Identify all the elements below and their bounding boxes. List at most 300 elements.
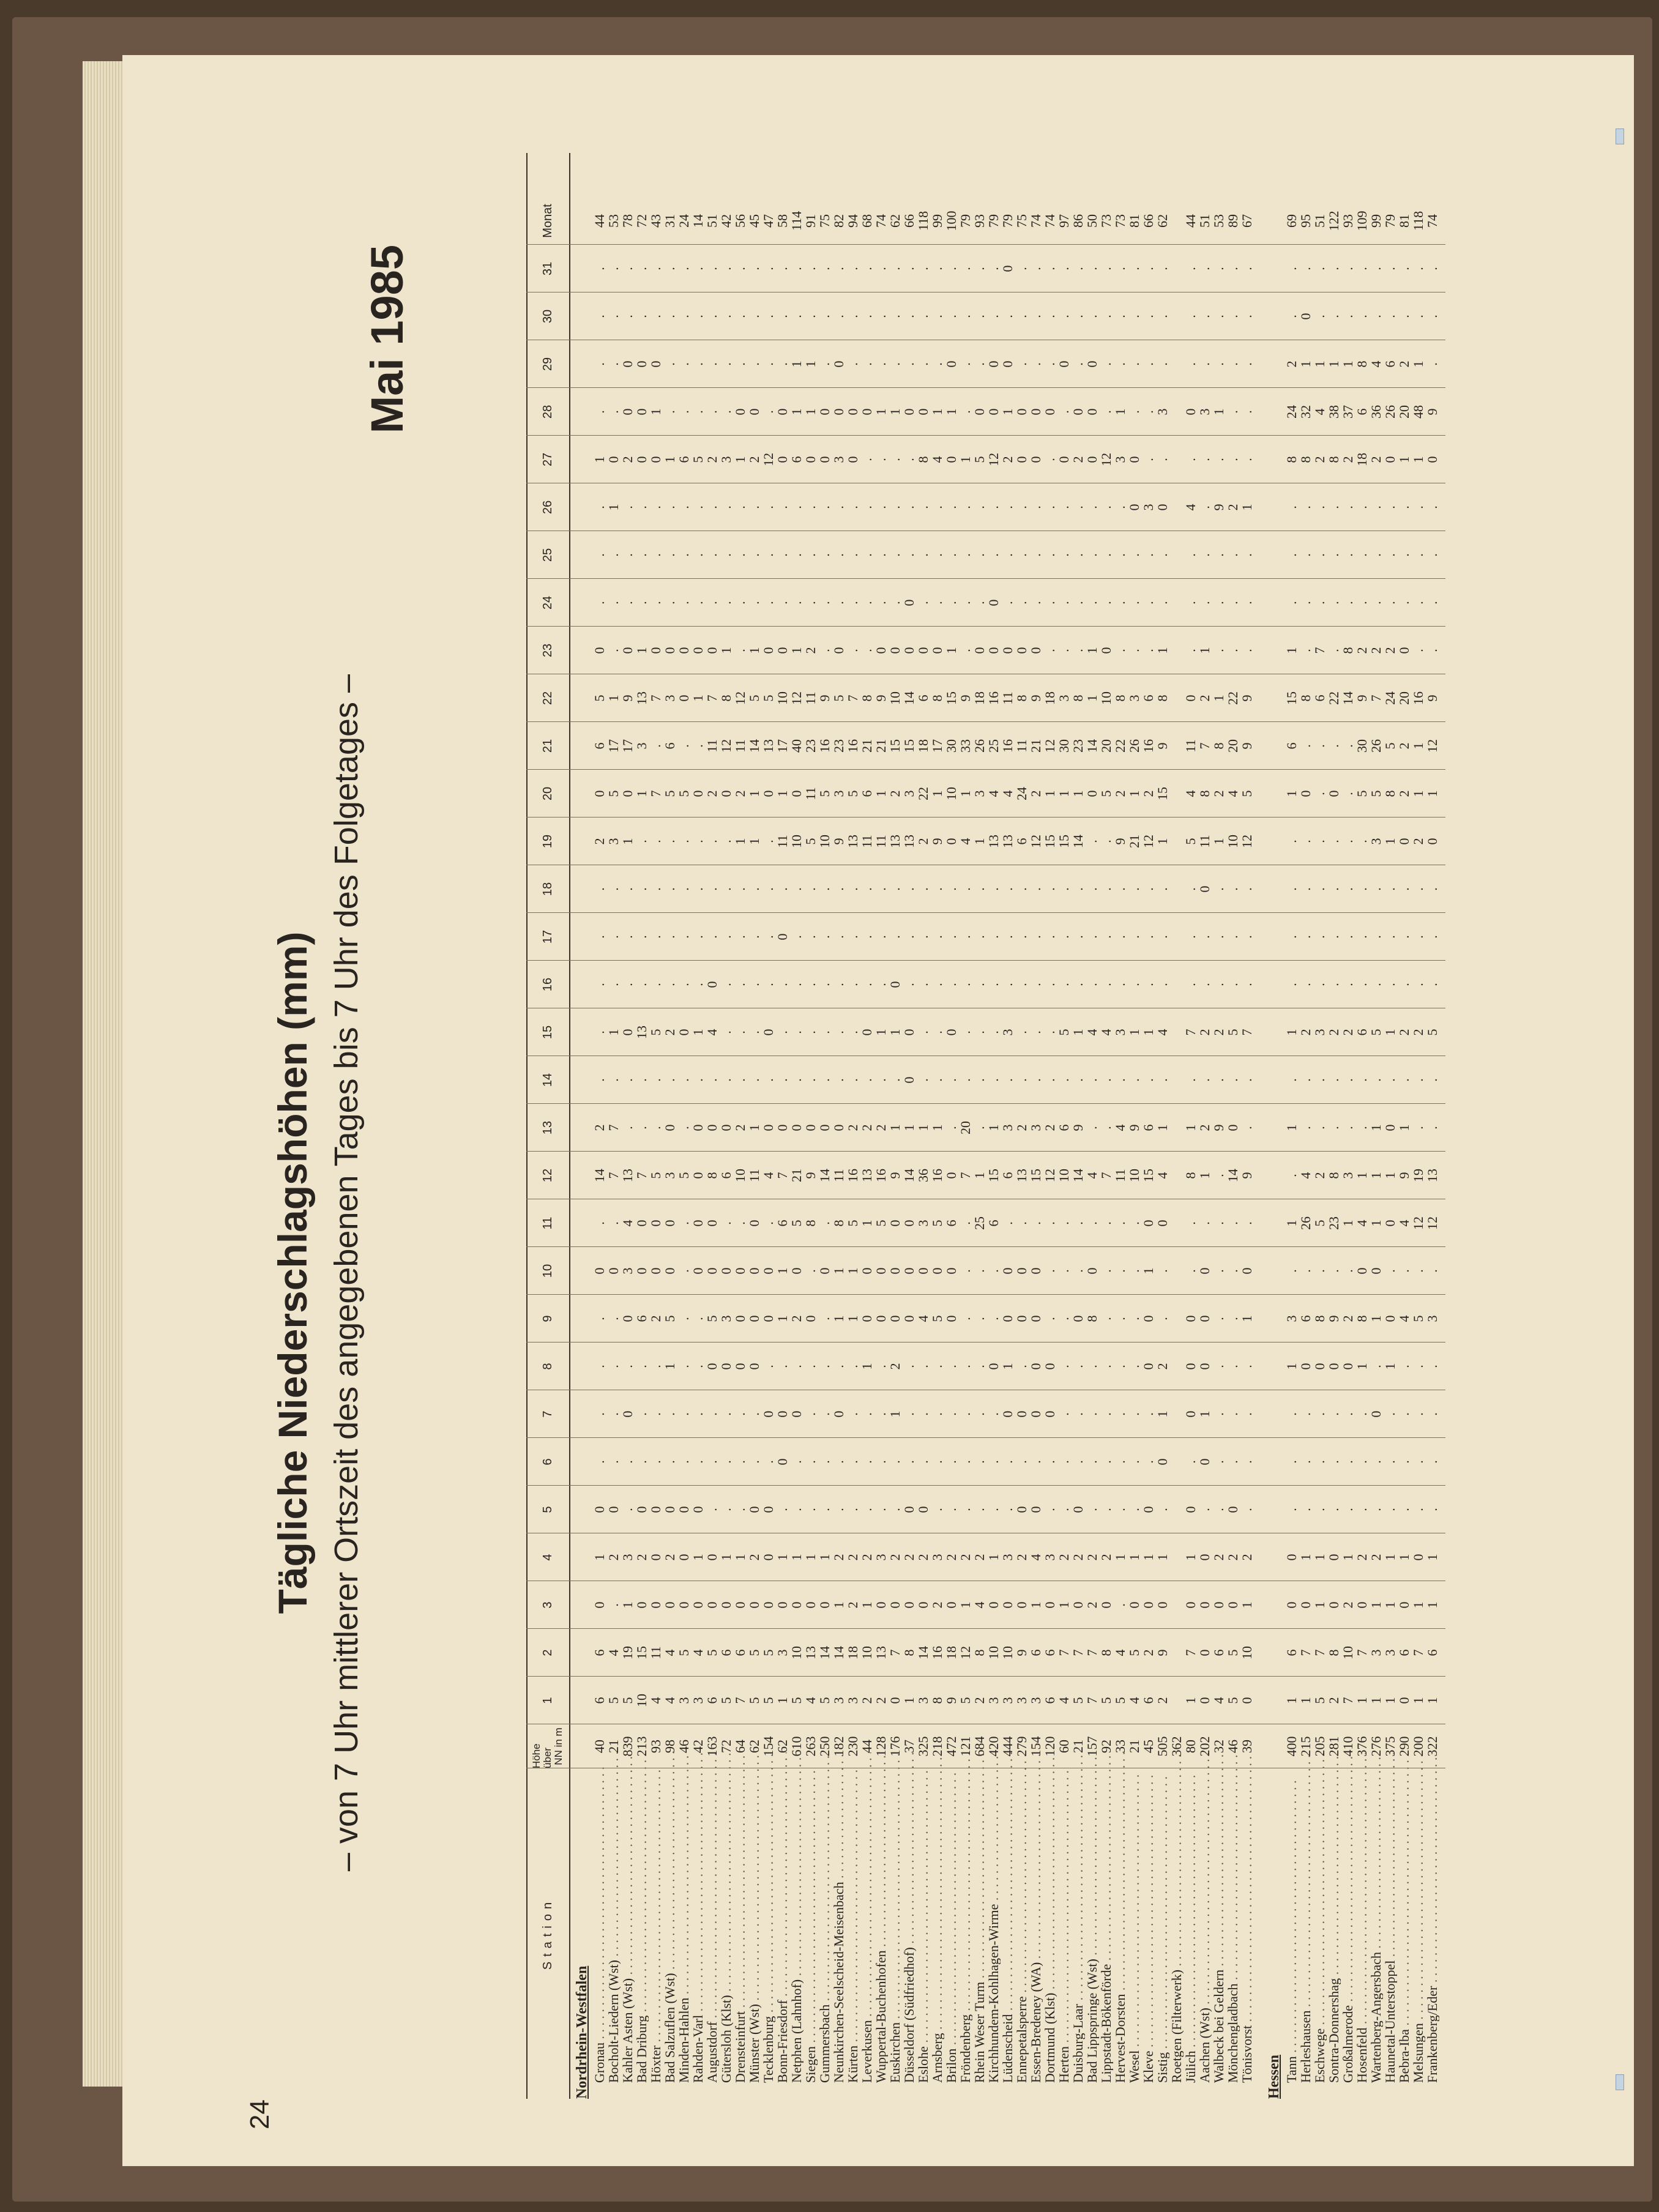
day-value: 0: [944, 1008, 958, 1056]
day-value: 7: [606, 1152, 621, 1199]
day-value: 1: [592, 436, 606, 483]
day-value: .: [1313, 1104, 1327, 1152]
day-value: 25: [972, 1199, 986, 1247]
day-value: 2: [606, 1533, 621, 1581]
day-value: .: [1127, 1486, 1141, 1533]
day-value: 1: [1341, 340, 1355, 388]
day-value: 3: [1043, 1533, 1057, 1581]
header-day: 28: [526, 388, 569, 436]
day-value: .: [1001, 579, 1015, 627]
day-value: .: [846, 1390, 860, 1438]
day-value: .: [1299, 1486, 1313, 1533]
day-value: .: [1184, 961, 1198, 1008]
day-value: 5: [1240, 770, 1254, 817]
day-value: .: [958, 1247, 972, 1295]
day-value: 1: [846, 1295, 860, 1342]
day-value: .: [1113, 1199, 1127, 1247]
day-value: 11: [803, 674, 818, 722]
day-value: .: [818, 483, 832, 531]
day-value: 2: [874, 1104, 888, 1152]
day-value: 2: [1057, 1533, 1071, 1581]
day-value: 1: [1001, 388, 1015, 436]
day-value: 13: [986, 817, 1001, 865]
day-value: 0: [705, 1199, 719, 1247]
day-value: 0: [874, 1247, 888, 1295]
day-value: .: [972, 483, 986, 531]
day-value: 0: [592, 1486, 606, 1533]
day-value: 8: [1355, 340, 1369, 388]
day-value: .: [1057, 961, 1071, 1008]
day-value: 1: [1085, 674, 1099, 722]
day-value: 7: [1299, 1629, 1313, 1677]
day-value: .: [1001, 531, 1015, 579]
day-value: 0: [719, 1581, 733, 1629]
table-row: [1071, 153, 1085, 2099]
day-value: .: [958, 961, 972, 1008]
day-value: 6: [1015, 817, 1029, 865]
header-day: 7: [526, 1390, 569, 1438]
month-total: 44: [592, 197, 606, 245]
day-value: .: [916, 340, 930, 388]
day-value: 7: [1071, 1629, 1085, 1677]
day-value: .: [649, 1056, 663, 1104]
day-value: .: [719, 1056, 733, 1104]
day-value: 1: [1141, 1247, 1155, 1295]
day-value: .: [972, 1104, 986, 1152]
day-value: 2: [1341, 436, 1355, 483]
month-total: 53: [606, 197, 621, 245]
day-value: .: [874, 245, 888, 292]
day-value: .: [635, 817, 649, 865]
day-value: 1: [775, 1677, 789, 1724]
month-total: 99: [1369, 197, 1383, 245]
day-value: .: [592, 1056, 606, 1104]
day-value: .: [1212, 1486, 1226, 1533]
day-value: 5: [1099, 770, 1113, 817]
day-value: 0: [1226, 1581, 1240, 1629]
day-value: 0: [1198, 1342, 1212, 1390]
day-value: .: [1341, 817, 1355, 865]
day-value: .: [1099, 1247, 1113, 1295]
day-value: .: [1341, 1247, 1355, 1295]
station-name: Frankenberg/Eder . . .: [1425, 1752, 1439, 2099]
day-value: .: [1299, 483, 1313, 531]
day-value: 7: [649, 674, 663, 722]
day-value: .: [986, 292, 1001, 340]
station-height: 154: [761, 1724, 775, 1768]
day-value: 12: [1099, 436, 1113, 483]
day-value: 2: [1198, 674, 1212, 722]
day-value: .: [1085, 1199, 1099, 1247]
day-value: .: [1212, 961, 1226, 1008]
day-value: .: [1341, 961, 1355, 1008]
month-total: [1169, 197, 1184, 245]
day-value: 10: [1057, 1152, 1071, 1199]
day-value: 3: [1029, 1104, 1043, 1152]
day-value: .: [1099, 388, 1113, 436]
day-value: 1: [1425, 1677, 1439, 1724]
day-value: 6: [677, 436, 691, 483]
station-name: Eslohe . . .: [916, 1752, 930, 2099]
month-title: Mai 1985: [361, 245, 413, 434]
day-value: 7: [1341, 1677, 1355, 1724]
day-value: 36: [1369, 388, 1383, 436]
day-value: 1: [733, 1533, 747, 1581]
day-value: 1: [1383, 817, 1397, 865]
day-value: 1: [902, 1104, 916, 1152]
day-value: 2: [916, 1533, 930, 1581]
day-value: 14: [1341, 674, 1355, 722]
day-value: .: [691, 483, 705, 531]
day-value: 0: [902, 1008, 916, 1056]
day-value: 3: [1001, 1104, 1015, 1152]
day-value: 13: [874, 1629, 888, 1677]
day-value: 0: [1029, 436, 1043, 483]
day-value: 36: [916, 1152, 930, 1199]
day-value: .: [874, 1438, 888, 1486]
day-value: 18: [916, 722, 930, 770]
day-value: 0: [663, 1104, 677, 1152]
day-value: .: [986, 531, 1001, 579]
column-rule: [526, 721, 1445, 722]
day-value: .: [1397, 1438, 1411, 1486]
day-value: 6: [1029, 1629, 1043, 1677]
day-value: .: [677, 483, 691, 531]
day-value: .: [1127, 388, 1141, 436]
day-value: .: [635, 913, 649, 961]
station-name: Haunetal-Unterstoppel . . .: [1383, 1752, 1397, 2099]
day-value: .: [1425, 627, 1439, 674]
day-value: .: [761, 340, 775, 388]
day-value: .: [944, 579, 958, 627]
day-value: 2: [1411, 817, 1425, 865]
day-value: 1: [1029, 1581, 1043, 1629]
day-value: 5: [677, 1152, 691, 1199]
station-name: Drensteinfurt . . .: [733, 1752, 747, 2099]
header-day: 10: [526, 1247, 569, 1295]
day-value: .: [1057, 865, 1071, 913]
day-value: .: [1327, 1056, 1341, 1104]
day-value: 0: [1001, 627, 1015, 674]
day-value: .: [775, 865, 789, 913]
day-value: .: [1155, 1486, 1169, 1533]
day-value: .: [1383, 245, 1397, 292]
day-value: .: [986, 483, 1001, 531]
station-height: 684: [972, 1724, 986, 1768]
day-value: 12: [1141, 817, 1155, 865]
day-value: 5: [1113, 1677, 1127, 1724]
day-value: 2: [705, 770, 719, 817]
day-value: 9: [944, 1677, 958, 1724]
day-value: .: [930, 865, 944, 913]
day-value: .: [1411, 245, 1425, 292]
day-value: .: [803, 483, 818, 531]
day-value: 8: [1099, 1629, 1113, 1677]
day-value: .: [972, 531, 986, 579]
day-value: .: [1355, 913, 1369, 961]
station-height: 60: [1057, 1724, 1071, 1768]
day-value: .: [944, 1104, 958, 1152]
day-value: .: [958, 1390, 972, 1438]
day-value: .: [1411, 292, 1425, 340]
day-value: [1169, 913, 1184, 961]
day-value: 6: [1397, 1629, 1411, 1677]
day-value: 1: [691, 1008, 705, 1056]
header-day: 23: [526, 627, 569, 674]
table-row: [761, 153, 775, 2099]
day-value: 3: [1284, 1295, 1299, 1342]
day-value: .: [1284, 817, 1299, 865]
day-value: .: [621, 245, 635, 292]
station-height: 33: [1113, 1724, 1127, 1768]
day-value: 0: [1127, 1581, 1141, 1629]
day-value: .: [1141, 292, 1155, 340]
day-value: .: [705, 865, 719, 913]
day-value: .: [719, 865, 733, 913]
day-value: .: [1057, 1247, 1071, 1295]
day-value: 4: [916, 1295, 930, 1342]
day-value: 1: [1184, 1677, 1198, 1724]
day-value: 5: [747, 1677, 761, 1724]
day-value: .: [1355, 292, 1369, 340]
day-value: .: [1411, 1486, 1425, 1533]
day-value: .: [930, 961, 944, 1008]
header-day: 31: [526, 245, 569, 292]
day-value: .: [1184, 245, 1198, 292]
day-value: 2: [733, 1104, 747, 1152]
day-value: 0: [677, 627, 691, 674]
day-value: 0: [1327, 770, 1341, 817]
day-value: 1: [1284, 1342, 1299, 1390]
day-value: 7: [1057, 1629, 1071, 1677]
day-value: .: [1341, 1438, 1355, 1486]
day-value: 0: [930, 1247, 944, 1295]
day-value: 0: [1085, 436, 1099, 483]
day-value: 3: [621, 1247, 635, 1295]
state-heading: Nordrhein-Westfalen: [574, 1966, 592, 2099]
day-value: .: [1341, 579, 1355, 627]
day-value: .: [747, 1008, 761, 1056]
day-value: .: [1327, 722, 1341, 770]
day-value: .: [1313, 579, 1327, 627]
day-value: .: [818, 913, 832, 961]
day-value: .: [958, 1486, 972, 1533]
header-day: 13: [526, 1104, 569, 1152]
day-value: .: [1184, 1247, 1198, 1295]
day-value: 12: [719, 722, 733, 770]
day-value: .: [803, 1008, 818, 1056]
header-day: 15: [526, 1008, 569, 1056]
day-value: 48: [1411, 388, 1425, 436]
month-total: 62: [1155, 197, 1169, 245]
day-value: .: [986, 913, 1001, 961]
day-value: .: [1099, 1199, 1113, 1247]
day-value: 0: [1198, 1438, 1212, 1486]
header-day: 1: [526, 1677, 569, 1724]
day-value: 0: [1029, 627, 1043, 674]
day-value: .: [677, 579, 691, 627]
day-value: .: [719, 579, 733, 627]
day-value: .: [1226, 1247, 1240, 1295]
day-value: 0: [775, 1104, 789, 1152]
table-row: [888, 153, 902, 2099]
day-value: .: [1113, 1247, 1127, 1295]
day-value: .: [1383, 865, 1397, 913]
day-value: .: [719, 292, 733, 340]
day-value: .: [1001, 913, 1015, 961]
day-value: 1: [1113, 1533, 1127, 1581]
day-value: .: [902, 531, 916, 579]
day-value: 2: [958, 1533, 972, 1581]
day-value: .: [733, 1390, 747, 1438]
day-value: 10: [1226, 817, 1240, 865]
day-value: .: [1212, 1056, 1226, 1104]
day-value: [1169, 1056, 1184, 1104]
day-value: 10: [860, 1629, 874, 1677]
day-value: 0: [1226, 1104, 1240, 1152]
day-value: .: [1327, 1390, 1341, 1438]
day-value: .: [677, 531, 691, 579]
day-value: 1: [1313, 1581, 1327, 1629]
day-value: [1169, 1247, 1184, 1295]
day-value: .: [916, 865, 930, 913]
day-value: 5: [592, 674, 606, 722]
day-value: .: [1141, 1438, 1155, 1486]
day-value: .: [1369, 245, 1383, 292]
day-value: .: [803, 913, 818, 961]
day-value: 1: [1369, 1581, 1383, 1629]
day-value: .: [1284, 913, 1299, 961]
day-value: .: [1240, 865, 1254, 913]
day-value: 0: [986, 627, 1001, 674]
day-value: 0: [1299, 770, 1313, 817]
day-value: .: [1113, 292, 1127, 340]
day-value: 8: [902, 1629, 916, 1677]
day-value: 0: [902, 1581, 916, 1629]
day-value: .: [1071, 627, 1085, 674]
table-row: [719, 153, 733, 2099]
day-value: 0: [691, 1152, 705, 1199]
day-value: 7: [1184, 1008, 1198, 1056]
day-value: .: [606, 340, 621, 388]
day-value: 0: [663, 1247, 677, 1295]
day-value: .: [846, 865, 860, 913]
day-value: 0: [691, 1486, 705, 1533]
station-height: 21: [1127, 1724, 1141, 1768]
day-value: 5: [874, 1199, 888, 1247]
day-value: 2: [1240, 1533, 1254, 1581]
column-rule: [526, 1676, 1445, 1677]
day-value: 10: [635, 1677, 649, 1724]
day-value: .: [1099, 1390, 1113, 1438]
day-value: 0: [1155, 1581, 1169, 1629]
day-value: .: [832, 1438, 846, 1486]
day-value: .: [621, 579, 635, 627]
station-name: Duisburg-Laar . . .: [1071, 1752, 1085, 2099]
day-value: .: [888, 1486, 902, 1533]
day-value: 8: [1327, 1152, 1341, 1199]
day-value: .: [1226, 1199, 1240, 1247]
day-value: .: [1341, 245, 1355, 292]
day-value: 13: [1015, 1152, 1029, 1199]
month-total: 91: [803, 197, 818, 245]
station-height: 176: [888, 1724, 902, 1768]
day-value: .: [860, 1486, 874, 1533]
day-value: .: [1341, 1486, 1355, 1533]
day-value: .: [649, 913, 663, 961]
day-value: .: [958, 579, 972, 627]
day-value: 1: [635, 627, 649, 674]
day-value: 1: [846, 1247, 860, 1295]
day-value: [1169, 1533, 1184, 1581]
day-value: 3: [1369, 1629, 1383, 1677]
day-value: .: [930, 292, 944, 340]
station-name: Neunkirchen-Seelscheid-Meisenbach . . .: [832, 1752, 846, 2099]
station-name: Bad Salzuflen (Wst) . . .: [663, 1752, 677, 2099]
day-value: 1: [1411, 1581, 1425, 1629]
station-height: 182: [832, 1724, 846, 1768]
day-value: 0: [916, 627, 930, 674]
day-value: .: [1085, 1056, 1099, 1104]
day-value: .: [691, 579, 705, 627]
day-value: 1: [1155, 817, 1169, 865]
day-value: .: [916, 245, 930, 292]
day-value: 1: [916, 1104, 930, 1152]
day-value: 15: [1155, 770, 1169, 817]
day-value: .: [1355, 817, 1369, 865]
day-value: .: [1198, 1056, 1212, 1104]
day-value: .: [1029, 1056, 1043, 1104]
day-value: 1: [1284, 627, 1299, 674]
day-value: [1169, 817, 1184, 865]
day-value: .: [1057, 292, 1071, 340]
day-value: 0: [1155, 483, 1169, 531]
day-value: .: [592, 245, 606, 292]
day-value: 0: [1057, 340, 1071, 388]
day-value: 2: [803, 627, 818, 674]
station-name: Kirchhundem-Kohlhagen-Wirme . . .: [986, 1752, 1001, 2099]
day-value: .: [944, 913, 958, 961]
day-value: .: [1383, 1438, 1397, 1486]
day-value: .: [677, 1390, 691, 1438]
day-value: .: [733, 579, 747, 627]
day-value: 1: [803, 340, 818, 388]
day-value: 1: [635, 770, 649, 817]
day-value: .: [1015, 1438, 1029, 1486]
day-value: 1: [1299, 1677, 1313, 1724]
day-value: .: [733, 483, 747, 531]
day-value: .: [1198, 579, 1212, 627]
header-day: 25: [526, 531, 569, 579]
station-name: Ennepetalsperre . . .: [1015, 1752, 1029, 2099]
day-value: 12: [761, 436, 775, 483]
month-total: 79: [1383, 197, 1397, 245]
day-value: 7: [1085, 1629, 1099, 1677]
day-value: .: [1425, 1342, 1439, 1390]
day-value: 5: [1425, 1008, 1439, 1056]
day-value: .: [1071, 483, 1085, 531]
station-name: Rahden-Varl . . .: [691, 1752, 705, 2099]
day-value: 0: [1001, 1390, 1015, 1438]
day-value: .: [1113, 1438, 1127, 1486]
day-value: .: [691, 531, 705, 579]
day-value: .: [832, 1342, 846, 1390]
day-value: 0: [1141, 1342, 1155, 1390]
day-value: .: [1383, 483, 1397, 531]
day-value: .: [1240, 388, 1254, 436]
day-value: .: [930, 1486, 944, 1533]
day-value: [1169, 770, 1184, 817]
